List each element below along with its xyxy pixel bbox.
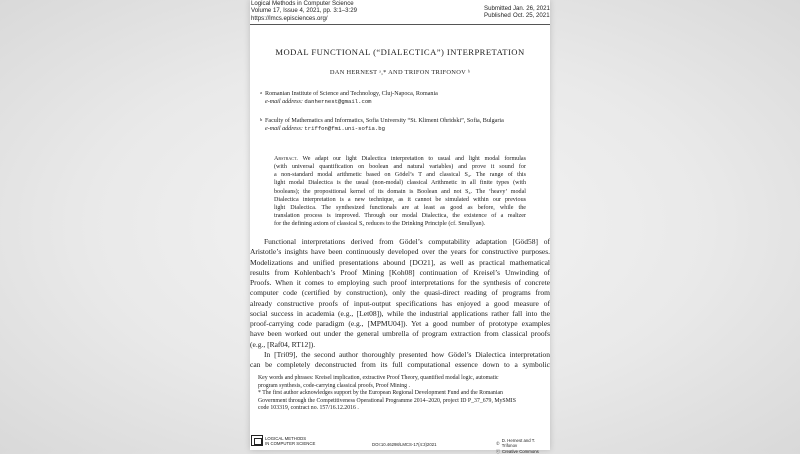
body-line: In [Tri09], the second author thoroughly presented how Gödel’s Dialectica interpretation [264,349,550,359]
published-date: Oct. 25, 2021 [513,12,550,20]
abstract-line: (with universal quantification on boolean and natural variables) and prove it sound for [274,164,526,171]
dates-block [484,5,550,20]
lmcs-logo-text: LOGICAL METHODS IN COMPUTER SCIENCE [265,436,316,446]
affiliation-institution: Romanian Institute of Science and Technology, Cluj-Napoca, Romania [265,91,438,97]
abstract-line: light modal Dialectica is the usual (non-modal) classical Arithmetic in all finite types (with [274,180,526,187]
lmcs-logo-icon [251,435,263,446]
abstract-line: a non-standard modal arithmetic based on Gödel’s T and classical S₄. The range of this [274,172,526,179]
abstract-line: light Dialectica. The synthesized functionals are at least as good as before, while the [274,204,526,211]
copyright-icon: © [496,440,500,446]
body-line: Aristotle’s insights have been continuously developed over the years for constructive purposes. [250,247,550,257]
license-name[interactable]: Creative Commons [502,448,539,454]
paper-page [250,0,550,454]
email-label: e-mail address: [265,126,303,133]
copyright-holders: D. Hernest and T. Trifonov [501,438,536,449]
body-line: proof-carrying code paradigm (e.g., [MPMU04]). Yet a good number of prototype examples [250,319,550,328]
affiliation-mark: b [260,117,263,122]
published-label: Published [484,12,511,20]
journal-name: Logical Methods in Computer Science [251,0,354,7]
license-block [494,438,550,454]
abstract [274,155,526,228]
journal-volume: Volume 17, Issue 4, 2021, pp. 3:1–3:29 [251,7,358,15]
body-line: have been worked out under the general umbrella of program extraction from classical proofs [250,329,550,339]
doi-link[interactable]: DOI:10.46298/LMCS-17(4:3)2021 [372,442,437,447]
header-rule [250,24,550,25]
body-line: already constructive proofs of input-output specifications has enjoyed a good measure of [250,298,550,308]
journal-header [250,0,550,22]
email-label: e-mail address: [265,99,303,106]
footnote-line: code 103319, contract no. 157/16.12.2016 . [258,405,359,412]
creative-commons-icon: ⓒ [495,448,501,454]
abstract-label: Abstract. [274,156,298,162]
affiliation-mark: a [260,90,262,95]
abstract-line: Abstract. We adapt our light Dialectica interpretation to usual and light modal formulas [274,156,526,162]
body-line: computer code (certified by construction), only the quasi-direct reading of programs from [250,288,550,298]
body-text [250,237,550,370]
body-line: Functional interpretations derived from Gödel’s computability adaptation [Göd58] of [264,237,550,246]
footnote-line: program synthesis, code-carrying classical proofs, Proof Mining . [258,382,410,389]
footnote-line: Key words and phrases: Kreisel implication, extractive Proof Theory, quantified modal logic, automatic [258,375,499,381]
submitted-date: Jan. 26, 2021 [513,5,550,12]
footnote-line: * The first author acknowledges support by the European Regional Development Fund and the Romanian [258,390,503,397]
page-footer [250,435,550,454]
email-address[interactable]: triffon@fmi.uni-sofia.bg [304,125,385,133]
footnote-line: Government through the Competitiveness Operational Programme 2014–2020, project ID P_37_679, MySMIS [258,397,516,404]
body-line: Modelizations and unified presentations abound [DO21], as well as practical mathematical [250,257,550,267]
affiliation-institution: Faculty of Mathematics and Informatics, Sofia University “St. Kliment Ohridski”, Sofia, Bulgaria [265,118,504,124]
abstract-line: booleans); the propositional kernel of its domain is Boolean and not S₄. The ‘heavy’ modal [274,188,526,195]
paper-authors: DAN HERNEST ᵃ,* AND TRIFON TRIFONOV ᵇ [329,69,471,76]
affiliation-a [260,90,550,107]
paper-title: MODAL FUNCTIONAL (“DIALECTICA”) INTERPRETATION [275,47,525,57]
journal-info [251,0,357,22]
footnotes [258,375,550,413]
abstract-line: Dialectica interpretation is a new technique, as it cannot be simulated within our previous [274,196,526,203]
abstract-line: for the defining axiom of classical S₅ reduces to the Drinking Principle (cf. Smullyan). [274,221,486,227]
body-line: can be completely deconstructed from its full computational essence down to a symbolic [250,360,550,369]
journal-url[interactable]: https://lmcs.episciences.org/ [251,14,328,22]
submitted-label: Submitted [484,5,512,12]
body-line: results from Kohlenbach’s Proof Mining [Koh08] continuation of Kreisel’s Unwinding of [250,267,550,277]
body-line: Proofs. When it comes to employing such proof interpretations for the synthesis of concrete [250,278,550,287]
email-address[interactable]: danhernest@gmail.com [304,98,372,106]
body-line: social success in academia (e.g., [Let08]), while the industrial applications rather fall into the [250,308,550,318]
affiliation-b [260,117,550,134]
abstract-line: translation process is improved. Through our modal Dialectica, the existence of a realizer [274,212,526,219]
body-line: (e.g., [Raf04, RT12]). [250,339,316,349]
